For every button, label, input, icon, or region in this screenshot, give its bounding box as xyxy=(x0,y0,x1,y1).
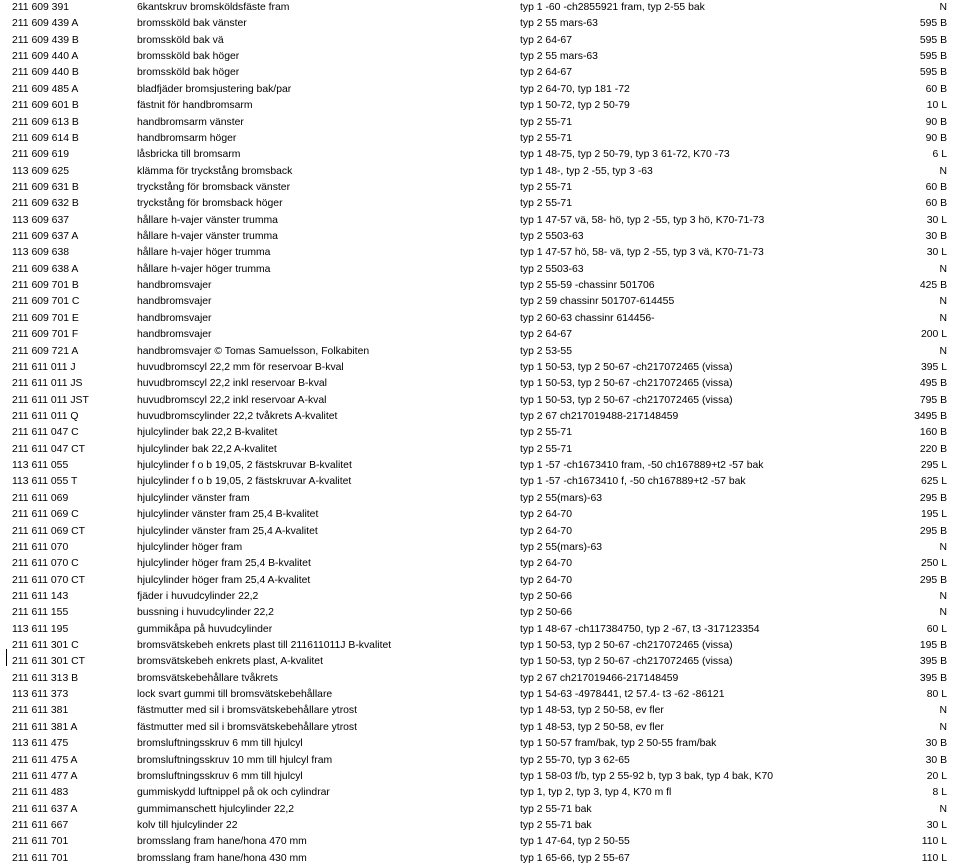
price-code: 595 B xyxy=(919,67,947,79)
price-code: 795 B xyxy=(919,394,947,406)
fitment: typ 1 48-53, typ 2 50-58, ev fler xyxy=(520,721,664,733)
fitment: typ 2 64-70 xyxy=(520,574,572,586)
table-row xyxy=(0,294,959,310)
fitment: typ 2 50-66 xyxy=(520,607,572,619)
part-number: 211 611 381 xyxy=(12,705,69,717)
fitment: typ 2 50-66 xyxy=(520,590,572,602)
part-description: gummikåpa på huvudcylinder xyxy=(137,623,273,635)
table-row xyxy=(0,344,959,360)
part-description: handbromsvajer xyxy=(137,329,212,341)
price-code: 110 L xyxy=(921,852,947,864)
part-description: huvudbromscylinder 22,2 tvåkrets A-kvalitet xyxy=(137,410,338,422)
fitment: typ 2 67 ch217019488-217148459 xyxy=(520,410,679,422)
table-row xyxy=(0,262,959,278)
part-description: tryckstång för bromsback höger xyxy=(137,198,283,210)
fitment: typ 2 55-71 xyxy=(520,427,572,439)
fitment: typ 1 58-03 f/b, typ 2 55-92 b, typ 3 bak, typ 4 bak, K70 xyxy=(520,770,773,782)
part-description: fästmutter med sil i bromsvätskebehållare ytrost xyxy=(137,705,358,717)
fitment: typ 1 48-67 -ch117384750, typ 2 -67, t3 -317123354 xyxy=(520,623,760,635)
table-row xyxy=(0,638,959,654)
part-number: 211 609 440 B xyxy=(12,67,79,79)
table-row xyxy=(0,213,959,229)
table-row xyxy=(0,703,959,719)
part-description: låsbricka till bromsarm xyxy=(137,149,241,161)
table-row xyxy=(0,131,959,147)
price-code: N xyxy=(939,705,947,717)
fitment: typ 2 5503-63 xyxy=(520,263,584,275)
part-number: 113 609 637 xyxy=(12,214,70,226)
part-description: bromssköld bak höger xyxy=(137,67,240,79)
part-description: bromsvätskebeh enkrets plast till 211611011J B-kvalitet xyxy=(137,640,392,652)
part-description: hjulcylinder f o b 19,05, 2 fästskruvar A-kvalitet xyxy=(137,476,352,488)
table-row xyxy=(0,851,959,867)
fitment: typ 1 65-66, typ 2 55-67 xyxy=(520,852,630,864)
table-row xyxy=(0,98,959,114)
table-row xyxy=(0,164,959,180)
table-row xyxy=(0,540,959,556)
table-row xyxy=(0,65,959,81)
part-description: hjulcylinder f o b 19,05, 2 fästskruvar B-kvalitet xyxy=(137,460,352,472)
part-description: handbromsarm höger xyxy=(137,132,237,144)
table-row xyxy=(0,376,959,392)
part-number: 211 611 637 A xyxy=(12,803,78,815)
fitment: typ 2 55-59 -chassinr 501706 xyxy=(520,280,655,292)
price-code: 595 B xyxy=(919,51,947,63)
fitment: typ 2 55-71 xyxy=(520,132,572,144)
part-number: 211 609 701 E xyxy=(12,312,79,324)
fitment: typ 1 48-75, typ 2 50-79, typ 3 61-72, K70 -73 xyxy=(520,149,730,161)
price-code: 30 L xyxy=(926,247,947,259)
price-code: 3495 B xyxy=(914,410,947,422)
price-code: 195 L xyxy=(920,509,947,521)
part-number: 211 609 440 A xyxy=(12,51,79,63)
fitment: typ 1 50-53, typ 2 50-67 -ch217072465 (vissa) xyxy=(520,640,733,652)
part-number: 211 611 143 xyxy=(12,590,69,602)
part-number: 211 611 667 xyxy=(12,819,69,831)
part-number: 211 611 011 JS xyxy=(12,378,83,390)
table-row xyxy=(0,180,959,196)
table-row xyxy=(0,409,959,425)
fitment: typ 2 53-55 xyxy=(520,345,572,357)
part-number: 211 611 011 J xyxy=(12,361,76,373)
part-number: 211 609 638 A xyxy=(12,263,79,275)
price-code: 200 L xyxy=(920,329,947,341)
part-number: 211 611 381 A xyxy=(12,721,78,733)
part-number: 211 609 439 A xyxy=(12,18,79,30)
fitment: typ 1 47-57 vä, 58- hö, typ 2 -55, typ 3 hö, K70-71-73 xyxy=(520,214,765,226)
table-row xyxy=(0,605,959,621)
part-description: handbromsvajer xyxy=(137,312,212,324)
fitment: typ 2 55-71 xyxy=(520,198,572,210)
page-edge-line xyxy=(6,649,7,666)
part-number: 211 611 070 C xyxy=(12,558,79,570)
part-description: hjulcylinder vänster fram 25,4 B-kvalitet xyxy=(137,509,319,521)
part-number: 113 611 055 T xyxy=(12,476,78,488)
price-code: N xyxy=(939,803,947,815)
part-number: 211 611 047 CT xyxy=(12,443,85,455)
part-number: 211 611 069 CT xyxy=(12,525,85,537)
fitment: typ 2 55-71 xyxy=(520,443,572,455)
part-description: klämma för tryckstång bromsback xyxy=(137,165,293,177)
price-code: N xyxy=(939,590,947,602)
part-number: 211 611 483 xyxy=(12,787,69,799)
price-code: 595 B xyxy=(919,34,947,46)
table-row xyxy=(0,327,959,343)
fitment: typ 2 64-67 xyxy=(520,34,572,46)
table-row xyxy=(0,278,959,294)
fitment: typ 2 64-67 xyxy=(520,67,572,79)
fitment: typ 1 50-53, typ 2 50-67 -ch217072465 (vissa) xyxy=(520,361,733,373)
part-number: 113 611 373 xyxy=(12,689,69,701)
fitment: typ 2 55-71 xyxy=(520,116,572,128)
price-code: 295 B xyxy=(919,525,947,537)
part-number: 211 611 069 xyxy=(12,492,69,504)
part-description: huvudbromscyl 22,2 mm för reservoar B-kval xyxy=(137,361,344,373)
price-code: 160 B xyxy=(919,427,947,439)
price-code: 195 B xyxy=(919,640,947,652)
fitment: typ 2 64-70 xyxy=(520,525,572,537)
part-number: 113 611 475 xyxy=(12,738,69,750)
part-number: 113 609 625 xyxy=(12,165,70,177)
part-description: bromssköld bak vänster xyxy=(137,18,247,30)
part-number: 211 611 477 A xyxy=(12,770,78,782)
part-number: 211 611 011 Q xyxy=(12,410,79,422)
fitment: typ 2 55 mars-63 xyxy=(520,51,598,63)
part-number: 211 609 637 A xyxy=(12,231,79,243)
part-description: bussning i huvudcylinder 22,2 xyxy=(137,607,274,619)
price-code: N xyxy=(939,263,947,275)
part-number: 211 609 614 B xyxy=(12,132,79,144)
fitment: typ 1 50-53, typ 2 50-67 -ch217072465 (vissa) xyxy=(520,656,733,668)
part-description: bromsluftningsskruv 6 mm till hjulcyl xyxy=(137,738,303,750)
part-number: 113 609 638 xyxy=(12,247,70,259)
fitment: typ 1 48-53, typ 2 50-58, ev fler xyxy=(520,705,664,717)
table-row xyxy=(0,769,959,785)
part-number: 211 609 601 B xyxy=(12,100,79,112)
price-code: 495 B xyxy=(919,378,947,390)
fitment: typ 2 55-71 xyxy=(520,181,572,193)
price-code: N xyxy=(939,607,947,619)
part-description: handbromsvajer xyxy=(137,296,212,308)
fitment: typ 2 64-70 xyxy=(520,558,572,570)
part-description: hjulcylinder höger fram 25,4 B-kvalitet xyxy=(137,558,311,570)
price-code: 60 B xyxy=(925,83,947,95)
part-number: 211 611 313 B xyxy=(12,672,79,684)
table-row xyxy=(0,425,959,441)
part-description: gummiskydd luftnippel på ok och cylindrar xyxy=(137,787,330,799)
part-description: tryckstång för bromsback vänster xyxy=(137,181,291,193)
fitment: typ 2 55(mars)-63 xyxy=(520,541,602,553)
part-description: lock svart gummi till bromsvätskebehållare xyxy=(137,689,333,701)
part-description: 6kantskruv bromsköldsfäste fram xyxy=(137,2,290,13)
part-number: 211 611 155 xyxy=(12,607,69,619)
table-row xyxy=(0,16,959,32)
table-row xyxy=(0,147,959,163)
fitment: typ 1 54-63 -4978441, t2 57.4- t3 -62 -86121 xyxy=(520,689,725,701)
price-code: 90 B xyxy=(925,132,947,144)
table-row xyxy=(0,818,959,834)
part-number: 211 609 619 xyxy=(12,149,70,161)
price-code: 30 L xyxy=(926,819,947,831)
fitment: typ 1 50-53, typ 2 50-67 -ch217072465 (vissa) xyxy=(520,378,733,390)
table-row xyxy=(0,720,959,736)
price-code: 90 B xyxy=(925,116,947,128)
part-description: bromsluftningsskruv 6 mm till hjulcyl xyxy=(137,770,303,782)
table-row xyxy=(0,458,959,474)
price-code: N xyxy=(939,2,947,13)
price-code: 10 L xyxy=(926,100,947,112)
part-description: bromsslang fram hane/hona 430 mm xyxy=(137,852,307,864)
table-row xyxy=(0,573,959,589)
part-description: hjulcylinder bak 22,2 B-kvalitet xyxy=(137,427,278,439)
part-description: hållare h-vajer vänster trumma xyxy=(137,214,278,226)
part-number: 211 611 301 C xyxy=(12,640,79,652)
part-number: 211 609 439 B xyxy=(12,34,79,46)
table-row xyxy=(0,802,959,818)
price-code: 295 B xyxy=(919,574,947,586)
part-number: 211 609 701 C xyxy=(12,296,80,308)
table-row xyxy=(0,33,959,49)
table-row xyxy=(0,622,959,638)
table-row xyxy=(0,736,959,752)
table-row xyxy=(0,474,959,490)
part-description: bromsvätskebehållare tvåkrets xyxy=(137,672,278,684)
fitment: typ 2 60-63 chassinr 614456- xyxy=(520,312,655,324)
part-description: bromsluftningsskruv 10 mm till hjulcyl fram xyxy=(137,754,333,766)
part-description: bromssköld bak vä xyxy=(137,34,224,46)
part-description: hållare h-vajer vänster trumma xyxy=(137,231,278,243)
fitment: typ 1 50-72, typ 2 50-79 xyxy=(520,100,630,112)
table-row xyxy=(0,245,959,261)
price-code: N xyxy=(939,541,947,553)
fitment: typ 2 55-71 bak xyxy=(520,819,592,831)
part-number: 211 609 631 B xyxy=(12,181,79,193)
price-code: 625 L xyxy=(920,476,947,488)
table-row xyxy=(0,507,959,523)
part-description: hållare h-vajer höger trumma xyxy=(137,247,271,259)
part-number: 113 611 195 xyxy=(12,623,69,635)
part-number: 211 611 069 C xyxy=(12,509,79,521)
part-number: 211 609 721 A xyxy=(12,345,79,357)
table-row xyxy=(0,785,959,801)
price-code: 110 L xyxy=(921,836,947,848)
part-description: hjulcylinder höger fram 25,4 A-kvalitet xyxy=(137,574,311,586)
price-code: N xyxy=(939,345,947,357)
price-code: 30 B xyxy=(925,754,947,766)
part-description: kolv till hjulcylinder 22 xyxy=(137,819,238,831)
table-row xyxy=(0,196,959,212)
fitment: typ 2 64-70 xyxy=(520,509,572,521)
part-number: 211 609 391 xyxy=(12,2,70,13)
price-code: N xyxy=(939,312,947,324)
fitment: typ 2 55(mars)-63 xyxy=(520,492,602,504)
price-code: 6 L xyxy=(932,149,947,161)
price-code: N xyxy=(939,165,947,177)
price-code: 595 B xyxy=(919,18,947,30)
price-code: 425 B xyxy=(919,280,947,292)
fitment: typ 1, typ 2, typ 3, typ 4, K70 m fl xyxy=(520,787,672,799)
part-description: handbromsvajer xyxy=(137,280,212,292)
part-number: 211 611 701 xyxy=(12,852,69,864)
table-row xyxy=(0,115,959,131)
part-number: 211 611 475 A xyxy=(12,754,78,766)
part-description: hjulcylinder vänster fram xyxy=(137,492,250,504)
price-code: 30 L xyxy=(926,214,947,226)
fitment: typ 1 47-57 hö, 58- vä, typ 2 -55, typ 3 vä, K70-71-73 xyxy=(520,247,764,259)
price-code: N xyxy=(939,296,947,308)
fitment: typ 1 -57 -ch1673410 fram, -50 ch167889+t2 -57 bak xyxy=(520,460,764,472)
price-code: 60 B xyxy=(925,198,947,210)
fitment: typ 2 59 chassinr 501707-614455 xyxy=(520,296,675,308)
table-row xyxy=(0,671,959,687)
table-row xyxy=(0,687,959,703)
fitment: typ 2 67 ch217019466-217148459 xyxy=(520,672,679,684)
part-description: hjulcylinder höger fram xyxy=(137,541,243,553)
fitment: typ 2 55-70, typ 3 62-65 xyxy=(520,754,630,766)
table-row xyxy=(0,491,959,507)
fitment: typ 2 64-70, typ 181 -72 xyxy=(520,83,630,95)
part-number: 211 609 632 B xyxy=(12,198,79,210)
table-row xyxy=(0,311,959,327)
part-number: 211 609 701 F xyxy=(12,329,79,341)
part-description: hållare h-vajer höger trumma xyxy=(137,263,271,275)
table-row xyxy=(0,524,959,540)
fitment: typ 1 50-57 fram/bak, typ 2 50-55 fram/bak xyxy=(520,738,717,750)
fitment: typ 2 5503-63 xyxy=(520,231,584,243)
table-row xyxy=(0,556,959,572)
price-code: 295 B xyxy=(919,492,947,504)
part-description: gummimanschett hjulcylinder 22,2 xyxy=(137,803,295,815)
part-number: 211 611 070 xyxy=(12,541,69,553)
fitment: typ 1 47-64, typ 2 50-55 xyxy=(520,836,630,848)
table-row xyxy=(0,82,959,98)
part-description: fästmutter med sil i bromsvätskebehållare ytrost xyxy=(137,721,358,733)
part-number: 211 609 485 A xyxy=(12,83,79,95)
part-number: 113 611 055 xyxy=(12,460,69,472)
part-description: huvudbromscyl 22,2 inkl reservoar A-kval xyxy=(137,394,327,406)
fitment: typ 1 50-53, typ 2 50-67 -ch217072465 (vissa) xyxy=(520,394,733,406)
part-description: hjulcylinder bak 22,2 A-kvalitet xyxy=(137,443,277,455)
price-code: N xyxy=(939,721,947,733)
table-row xyxy=(0,360,959,376)
price-code: 8 L xyxy=(932,787,947,799)
part-number: 211 611 701 xyxy=(12,836,69,848)
table-row xyxy=(0,49,959,65)
price-code: 250 L xyxy=(920,558,947,570)
price-code: 60 B xyxy=(925,181,947,193)
table-row xyxy=(0,753,959,769)
table-row xyxy=(0,834,959,850)
part-description: handbromsarm vänster xyxy=(137,116,244,128)
fitment: typ 1 -57 -ch1673410 f, -50 ch167889+t2 -57 bak xyxy=(520,476,746,488)
price-code: 395 B xyxy=(919,672,947,684)
part-number: 211 611 011 JST xyxy=(12,394,89,406)
part-description: bromssköld bak höger xyxy=(137,51,240,63)
fitment: typ 1 48-, typ 2 -55, typ 3 -63 xyxy=(520,165,653,177)
part-description: bromsslang fram hane/hona 470 mm xyxy=(137,836,307,848)
price-code: 395 B xyxy=(919,656,947,668)
price-code: 295 L xyxy=(920,460,947,472)
price-code: 60 L xyxy=(926,623,947,635)
part-description: fjäder i huvudcylinder 22,2 xyxy=(137,590,259,602)
table-row xyxy=(0,654,959,670)
price-code: 80 L xyxy=(926,689,947,701)
price-code: 20 L xyxy=(926,770,947,782)
fitment: typ 2 64-67 xyxy=(520,329,572,341)
table-row xyxy=(0,0,959,16)
part-description: huvudbromscyl 22,2 inkl reservoar B-kval xyxy=(137,378,327,390)
part-description: fästnit för handbromsarm xyxy=(137,100,253,112)
part-description: hjulcylinder vänster fram 25,4 A-kvalitet xyxy=(137,525,318,537)
price-code: 220 B xyxy=(919,443,947,455)
part-number: 211 609 613 B xyxy=(12,116,79,128)
part-number: 211 611 301 CT xyxy=(12,656,85,668)
table-row xyxy=(0,229,959,245)
table-row xyxy=(0,442,959,458)
price-code: 30 B xyxy=(925,231,947,243)
fitment: typ 1 -60 -ch2855921 fram, typ 2-55 bak xyxy=(520,2,705,13)
part-description: handbromsvajer © Tomas Samuelsson, Folkabiten xyxy=(137,345,370,357)
part-description: bladfjäder bromsjustering bak/par xyxy=(137,83,292,95)
part-description: bromsvätskebeh enkrets plast, A-kvalitet xyxy=(137,656,323,668)
price-code: 395 L xyxy=(920,361,947,373)
table-row xyxy=(0,393,959,409)
part-number: 211 609 701 B xyxy=(12,280,79,292)
price-code: 30 B xyxy=(925,738,947,750)
table-row xyxy=(0,589,959,605)
part-number: 211 611 070 CT xyxy=(12,574,85,586)
fitment: typ 2 55 mars-63 xyxy=(520,18,598,30)
part-number: 211 611 047 C xyxy=(12,427,79,439)
fitment: typ 2 55-71 bak xyxy=(520,803,592,815)
